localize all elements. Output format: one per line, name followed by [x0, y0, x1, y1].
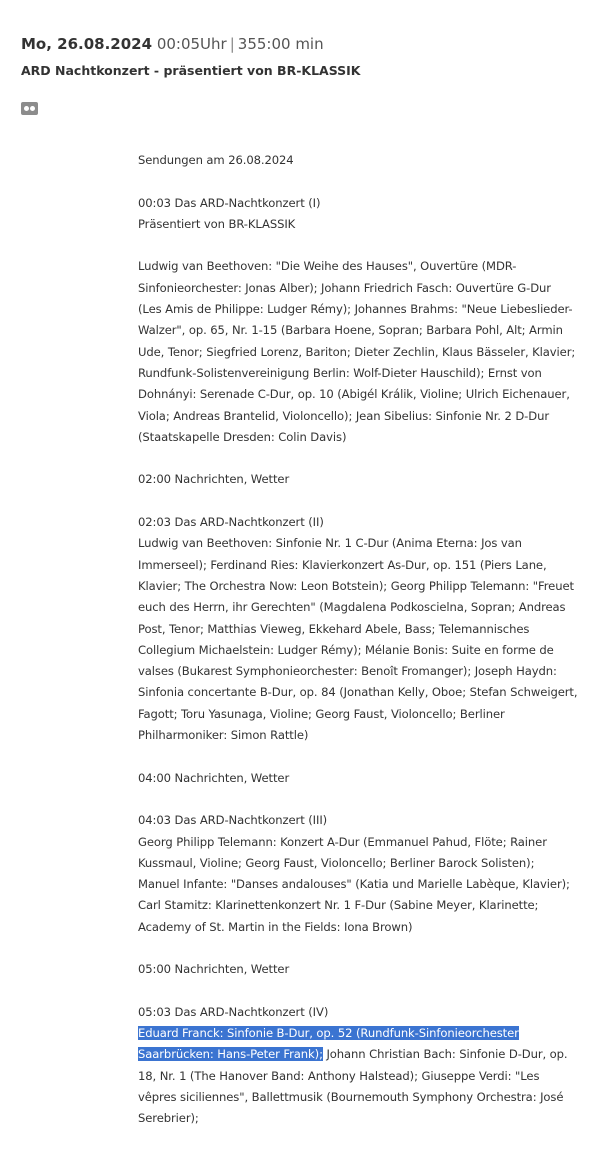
segment-text: Johann Christian Bach: Sinfonie D-Dur, op. [322, 1047, 568, 1062]
program-description [138, 150, 578, 1151]
cc-icon[interactable] [21, 102, 38, 115]
selected-text[interactable]: Eduard Franck: Sinfonie B-Dur, op. 52 (Rundfunk-Sinfonieorchester [138, 1026, 519, 1041]
broadcast-header [21, 33, 591, 78]
segment-body-line [138, 1044, 578, 1065]
segment-1 [138, 193, 578, 236]
segment-title: 04:03 Das ARD-Nachtkonzert (III) [138, 813, 328, 828]
segment-body-line [138, 1023, 578, 1044]
segment-body: Ludwig van Beethoven: Sinfonie Nr. 1 C-Dur (Anima Eterna: Jos van Immerseel); Ferdinand Ries: Klavierkonzert As-Dur, op. 151 (Piers Lane, Klavier; The Orchestra Now: Leon Botstein); Georg Philipp Telemann: "Freuet euch des Herrn, ihr Gerechten" (Magdalena Podkoscielna, Sopran; Andreas Post, Tenor; Matthias Vieweg, Ekkehard Abele, Bass; Telemannisches Collegium Michaelstein: Ludger Rémy); Mélanie Bonis: Suite en forme de valses (Bukarest Symphonieorchester: Benoît Fromanger); Joseph Haydn: Sinfonia concertante B-Dur, op. 84 (Jonathan Kelly, Oboe; Stefan Schweigert, Fagott; Toru Yasunaga, Violine; Georg Faust, Violoncello; Berliner Philharmoniker: Simon Rattle) [138, 536, 578, 743]
news-item: 02:00 Nachrichten, Wetter [138, 472, 290, 487]
segment-3 [138, 810, 578, 938]
selected-text[interactable]: Saarbrücken: Hans-Peter Frank); [138, 1047, 323, 1062]
segment-subtitle: Präsentiert von BR-KLASSIK [138, 216, 296, 231]
segment-2 [138, 512, 578, 746]
segment-body: Georg Philipp Telemann: Konzert A-Dur (Emmanuel Pahud, Flöte; Rainer Kussmaul, Violine; Georg Faust, Violoncello; Berliner Barock Solisten); Manuel Infante: "Danses andalouses" (Katia und Marielle Labèque, Klavier); Carl Stamitz: Klarinettenkonzert Nr. 1 F-Dur (Sabine Meyer, Klarinette; Academy of St. Martin in the Fields: Iona Brown) [138, 834, 570, 934]
broadcast-duration: 355:00 min [237, 35, 324, 53]
segment-body: 18, Nr. 1 (The Hanover Band: Anthony Halstead); Giuseppe Verdi: "Les vêpres siciliennes", Ballettmusik (Bournemouth Symphony Orchestra: José Serebrier); [138, 1068, 564, 1126]
segment-title: 02:03 Das ARD-Nachtkonzert (II) [138, 515, 324, 530]
segment-title: 00:03 Das ARD-Nachtkonzert (I) [138, 195, 321, 210]
separator: | [229, 35, 235, 53]
broadcast-time: 00:05Uhr [156, 35, 227, 53]
news-item: 04:00 Nachrichten, Wetter [138, 770, 290, 785]
news-item: 05:00 Nachrichten, Wetter [138, 962, 290, 977]
segment-title: 05:03 Das ARD-Nachtkonzert (IV) [138, 1004, 329, 1019]
segment-4 [138, 1002, 578, 1130]
broadcast-date: Mo, 26.08.2024 [21, 35, 153, 53]
date-time-line [21, 33, 591, 55]
schedule-heading: Sendungen am 26.08.2024 [138, 153, 294, 167]
segment-body: Ludwig van Beethoven: "Die Weihe des Hauses", Ouvertüre (MDR-Sinfonieorchester: Jonas Alber); Johann Friedrich Fasch: Ouvertüre G-Dur (Les Amis de Philippe: Ludger Rémy); Johannes Brahms: "Neue Liebeslieder-Walzer", op. 65, Nr. 1-15 (Barbara Hoene, Sopran; Barbara Pohl, Alt; Armin Ude, Tenor; Siegfried Lorenz, Bariton; Dieter Zechlin, Klaus Bässeler, Klavier; Rundfunk-Solistenvereinigung Berlin: Wolf-Dieter Hauschild); Ernst von Dohnányi: Serenade C-Dur, op. 10 (Abigél Králik, Violine; Ulrich Eichenauer, Viola; Andreas Brantelid, Violoncello); Jean Sibelius: Sinfonie Nr. 2 D-Dur (Staatskapelle Dresden: Colin Davis) [138, 259, 576, 444]
program-title: ARD Nachtkonzert - präsentiert von BR-KLASSIK [21, 63, 361, 78]
